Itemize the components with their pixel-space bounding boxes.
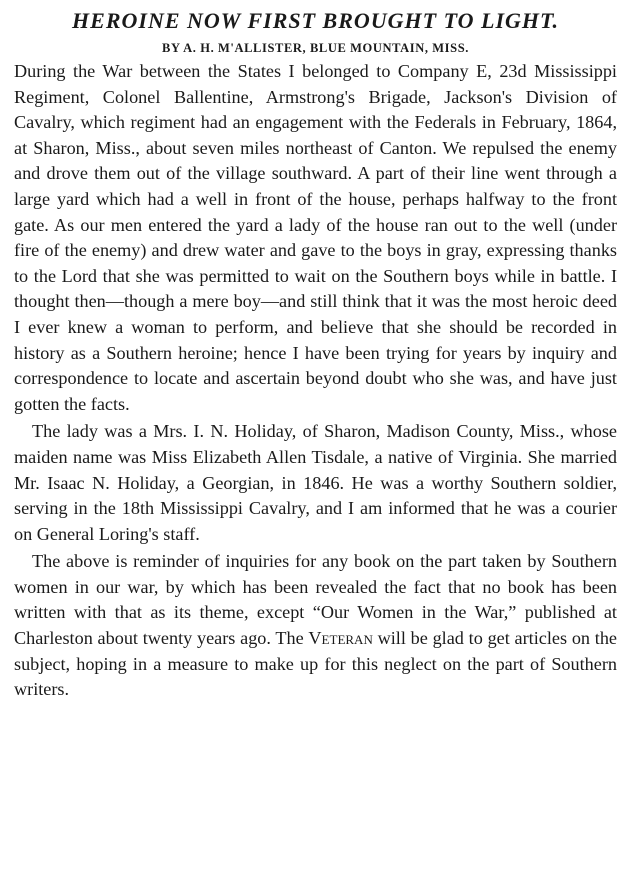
veteran-title: Veteran [308,628,373,649]
article-title: HEROINE NOW FIRST BROUGHT TO LIGHT. [72,8,559,33]
article [14,6,617,703]
paragraph-3-text-after: will be glad to get articles on the subject, hoping in a measure to make up for this neglect on the part of Southern writers. [14,628,617,700]
paragraph-3 [14,549,617,703]
paragraph-3-text-before: The above is reminder of inquiries for any book on the part taken by Southern women in our war, by which has been revealed the fact that no book has been written with that as its theme, except “Our Women in the War,” published at Charleston about twenty years ago. The [14,551,617,649]
paragraph-2: The lady was a Mrs. I. N. Holiday, of Sharon, Madison County, Miss., whose maiden name was Miss Elizabeth Allen Tisdale, a native of Virginia. She married Mr. Isaac N. Holiday, a Georgian, in 1846. He was a worthy Southern soldier, serving in the 18th Mississippi Cavalry, and I am informed that he was a courier on General Loring's staff. [14,421,617,544]
article-byline: BY A. H. M'ALLISTER, BLUE MOUNTAIN, MISS. [162,41,469,55]
paragraph-1: During the War between the States I belonged to Company E, 23d Mississippi Regiment, Colonel Ballentine, Armstrong's Brigade, Jackson's Division of Cavalry, which regiment had an engagement with the Federals in February, 1864, at Sharon, Miss., about seven miles northeast of Canton. We repulsed the enemy and drove them out of the village southward. A part of their line went through a large yard which had a well in front of the house, perhaps halfway to the front gate. As our men entered the yard a lady of the house ran out to the well (under fire of the enemy) and drew water and gave to the boys in gray, expressing thanks to the Lord that she was permitted to wait on the Southern boys while in battle. I thought then—though a mere boy—and still think that it was the most heroic deed I ever knew a woman to perform, and believe that she should be recorded in history as a Southern heroine; hence I have been trying for years by inquiry and correspondence to locate and ascertain beyond doubt who she was, and have just gotten the facts. [14,61,617,414]
